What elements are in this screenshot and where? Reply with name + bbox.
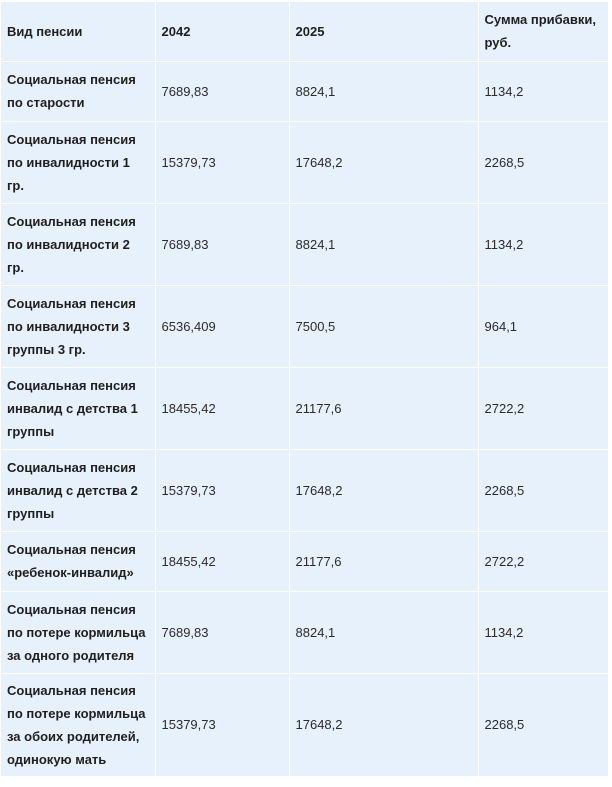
value-2042-cell: 7689,83: [155, 61, 289, 121]
value-2025-cell: 17648,2: [289, 449, 478, 531]
pension-type-cell: Социальная пенсия по старости: [1, 61, 155, 121]
value-2042-cell: 7689,83: [155, 203, 289, 285]
table-row: [1, 531, 608, 591]
value-2025-cell: 8824,1: [289, 61, 478, 121]
increase-cell: 2268,5: [478, 673, 608, 776]
header-increase: Сумма прибавки, руб.: [478, 2, 608, 61]
pension-type-cell: Социальная пенсия инвалид с детства 2 группы: [1, 449, 155, 531]
increase-cell: 964,1: [478, 285, 608, 367]
value-2042-cell: 15379,73: [155, 121, 289, 203]
table-row: [1, 367, 608, 449]
table-row: [1, 449, 608, 531]
value-2025-cell: 7500,5: [289, 285, 478, 367]
increase-cell: 2722,2: [478, 367, 608, 449]
pension-type-cell: Социальная пенсия по инвалидности 2 гр.: [1, 203, 155, 285]
table-row: [1, 61, 608, 121]
increase-cell: 1134,2: [478, 591, 608, 673]
header-2025: 2025: [289, 2, 478, 61]
pension-type-cell: Социальная пенсия по потере кормильца за обоих родителей, одинокую мать: [1, 673, 155, 776]
value-2025-cell: 8824,1: [289, 203, 478, 285]
pension-table-container: [1, 2, 608, 776]
increase-cell: 2268,5: [478, 121, 608, 203]
header-pension-type: Вид пенсии: [1, 2, 155, 61]
increase-cell: 2268,5: [478, 449, 608, 531]
value-2025-cell: 21177,6: [289, 367, 478, 449]
increase-cell: 2722,2: [478, 531, 608, 591]
increase-cell: 1134,2: [478, 61, 608, 121]
value-2025-cell: 17648,2: [289, 121, 478, 203]
table-row: [1, 203, 608, 285]
table-row: [1, 591, 608, 673]
value-2025-cell: 21177,6: [289, 531, 478, 591]
value-2042-cell: 6536,409: [155, 285, 289, 367]
value-2042-cell: 15379,73: [155, 449, 289, 531]
value-2025-cell: 17648,2: [289, 673, 478, 776]
pension-type-cell: Социальная пенсия «ребенок-инвалид»: [1, 531, 155, 591]
header-2042: 2042: [155, 2, 289, 61]
table-row: [1, 673, 608, 776]
increase-cell: 1134,2: [478, 203, 608, 285]
pension-type-cell: Социальная пенсия по инвалидности 3 группы 3 гр.: [1, 285, 155, 367]
pension-table: [1, 2, 608, 776]
table-header-row: [1, 2, 608, 61]
table-row: [1, 121, 608, 203]
pension-type-cell: Социальная пенсия по потере кормильца за одного родителя: [1, 591, 155, 673]
pension-type-cell: Социальная пенсия по инвалидности 1 гр.: [1, 121, 155, 203]
value-2042-cell: 7689,83: [155, 591, 289, 673]
pension-type-cell: Социальная пенсия инвалид с детства 1 группы: [1, 367, 155, 449]
value-2025-cell: 8824,1: [289, 591, 478, 673]
value-2042-cell: 18455,42: [155, 367, 289, 449]
value-2042-cell: 18455,42: [155, 531, 289, 591]
table-row: [1, 285, 608, 367]
value-2042-cell: 15379,73: [155, 673, 289, 776]
